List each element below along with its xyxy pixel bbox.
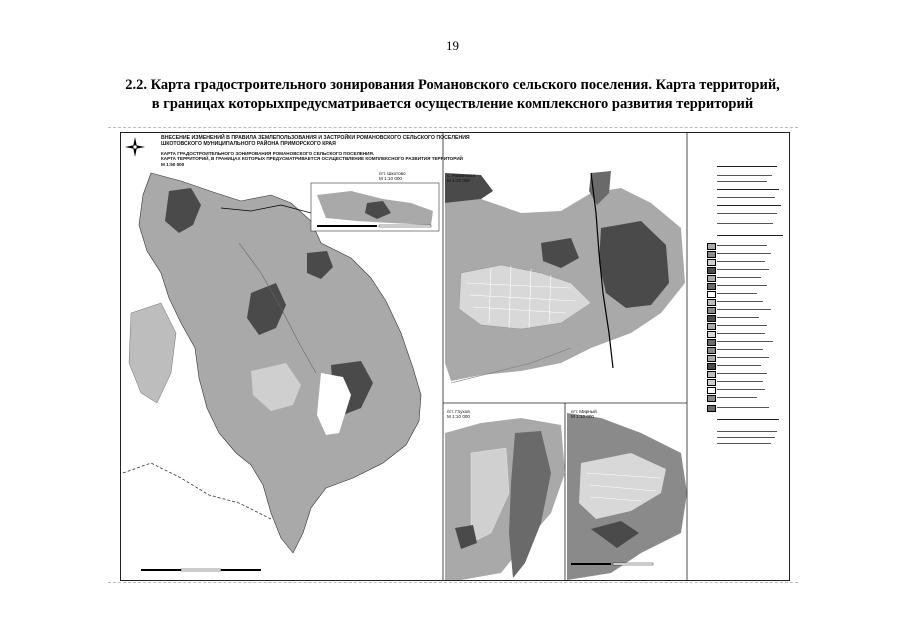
legend-item bbox=[707, 221, 787, 227]
legend-item bbox=[707, 203, 787, 209]
dashed-separator-top bbox=[108, 127, 798, 128]
legend-item bbox=[707, 259, 787, 265]
legend-item bbox=[707, 395, 787, 401]
map-scale-label: М 1:50 000 bbox=[161, 162, 185, 167]
dashed-separator-bottom bbox=[108, 582, 798, 583]
map-subtitle-line-1: КАРТА ГРАДОСТРОИТЕЛЬНОГО ЗОНИРОВАНИЯ РОМАНОВСКОГО СЕЛЬСКОГО ПОСЕЛЕНИЯ. bbox=[161, 151, 375, 156]
legend-item bbox=[707, 331, 787, 337]
legend-item bbox=[707, 211, 787, 217]
heading-line-1: 2.2. Карта градостроительного зонирования Романовского сельского поселения. Карта территорий, bbox=[125, 77, 780, 93]
inset-bottom-left-map bbox=[445, 418, 565, 580]
legend-item bbox=[707, 275, 787, 281]
legend-item bbox=[707, 283, 787, 289]
page-number: 19 bbox=[446, 38, 459, 53]
inset-bottom-right-map bbox=[567, 413, 687, 580]
heading-line-2: в границах которыхпредусматривается осуществление комплексного развития территорий bbox=[151, 96, 754, 112]
legend-item bbox=[707, 379, 787, 385]
legend-item bbox=[707, 251, 787, 257]
map-title-line-1: ВНЕСЕНИЕ ИЗМЕНЕНИЙ В ПРАВИЛА ЗЕМЛЕПОЛЬЗОВАНИЯ И ЗАСТРОЙКИ РОМАНОВСКОГО СЕЛЬСКОГО ПОСЕЛЕНИЯ bbox=[161, 135, 470, 141]
inset-bottom-right-label: пгт. Мирный bbox=[571, 409, 597, 414]
map-sheet bbox=[120, 132, 790, 581]
compass-rose-icon bbox=[125, 137, 145, 157]
inset-bottom-right-scale: М 1:10 000 bbox=[571, 414, 594, 419]
legend-item bbox=[707, 363, 787, 369]
legend-item bbox=[707, 291, 787, 297]
map-title-line-2: ШКОТОВСКОГО МУНИЦИПАЛЬНОГО РАЙОНА ПРИМОРСКОГО КРАЯ bbox=[161, 141, 336, 147]
legend-item bbox=[707, 323, 787, 329]
legend-item bbox=[707, 417, 787, 423]
inset-topleft-label: пгт. Шкотово bbox=[379, 171, 406, 176]
main-scale-bar bbox=[141, 569, 261, 571]
inset-topleft-map bbox=[311, 183, 439, 231]
inset-bottom-left-label: пгт. Глухов bbox=[447, 409, 470, 414]
legend-item bbox=[707, 179, 787, 185]
inset-main-scale: М 1:10 000 bbox=[447, 178, 470, 183]
legend-item bbox=[707, 371, 787, 377]
legend-item bbox=[707, 315, 787, 321]
page-heading bbox=[110, 76, 795, 114]
inset-main-label: с. Романовка bbox=[447, 173, 476, 178]
inset-main-map bbox=[445, 171, 685, 401]
legend-item bbox=[707, 441, 787, 447]
legend-item bbox=[707, 347, 787, 353]
lowland-left bbox=[129, 303, 176, 403]
inset-bottom-left-scale: М 1:10 000 bbox=[447, 414, 470, 419]
legend-item bbox=[707, 339, 787, 345]
map-legend bbox=[707, 165, 787, 455]
map-subtitle-line-2: КАРТА ТЕРРИТОРИЙ, В ГРАНИЦАХ КОТОРЫХ ПРЕДУСМАТРИВАЕТСЯ ОСУЩЕСТВЛЕНИЕ КОМПЛЕКСНОГО РАЗВИТИЯ ТЕРРИТОРИЙ bbox=[161, 156, 463, 161]
map-drawing bbox=[121, 133, 789, 580]
legend-item bbox=[707, 187, 787, 193]
legend-item bbox=[707, 233, 787, 239]
legend-item bbox=[707, 243, 787, 249]
legend-item bbox=[707, 387, 787, 393]
legend-item bbox=[707, 405, 787, 411]
legend-item bbox=[707, 307, 787, 313]
legend-item bbox=[707, 267, 787, 273]
legend-item bbox=[707, 195, 787, 201]
legend-item bbox=[707, 299, 787, 305]
legend-item bbox=[707, 355, 787, 361]
inset-topleft-scale: М 1:10 000 bbox=[379, 176, 402, 181]
legend-item bbox=[707, 165, 787, 171]
admin-boundary bbox=[123, 463, 271, 519]
